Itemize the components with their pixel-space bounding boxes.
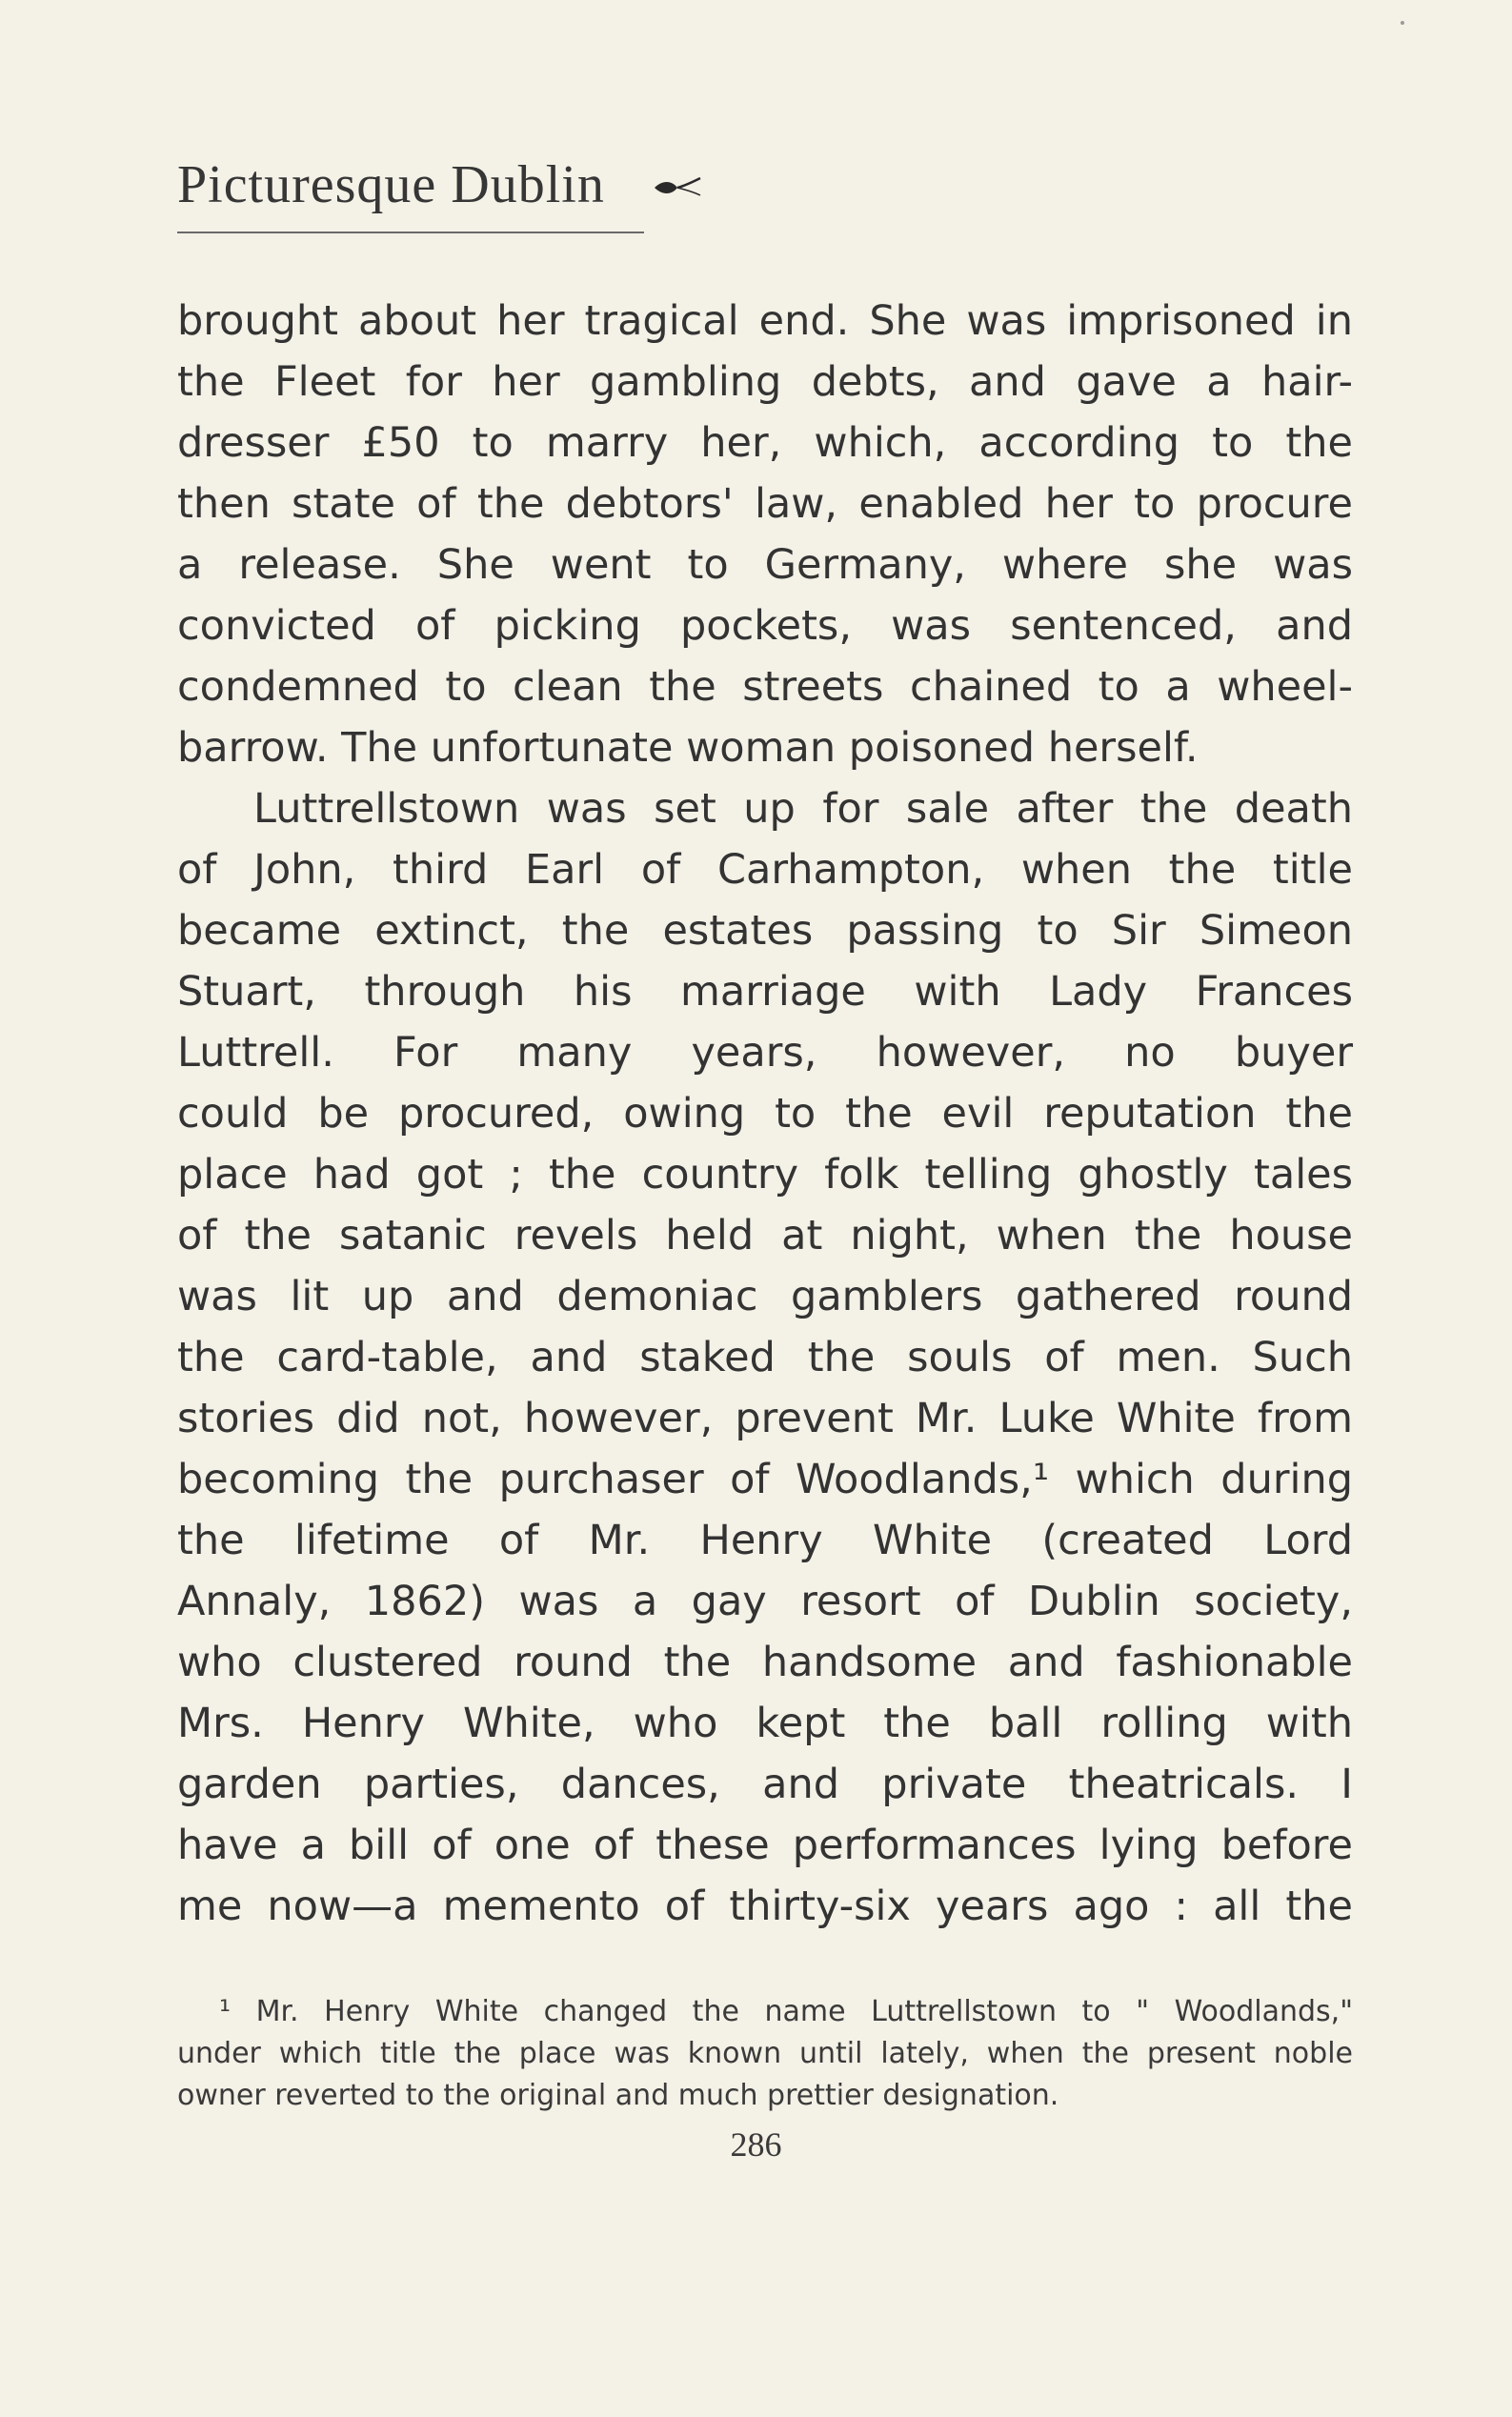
text-line: have a bill of one of these performances lying before bbox=[177, 1822, 1353, 1869]
text-line: the lifetime of Mr. Henry White (created Lord bbox=[177, 1517, 1353, 1564]
text-line: who clustered round the handsome and fashionable bbox=[177, 1639, 1353, 1686]
text-line: brought about her tragical end. She was imprisoned in bbox=[177, 297, 1353, 345]
text-line: garden parties, dances, and private theatricals. I bbox=[177, 1761, 1353, 1808]
running-head-rule bbox=[177, 232, 644, 233]
corner-speck bbox=[1401, 21, 1404, 25]
text-line: stories did not, however, prevent Mr. Luke White from bbox=[177, 1395, 1353, 1442]
leaf-ornament-icon bbox=[653, 174, 702, 203]
text-line: the Fleet for her gambling debts, and gave a hair- bbox=[177, 358, 1353, 406]
text-line: becoming the purchaser of Woodlands,¹ which during bbox=[177, 1456, 1353, 1503]
footnote bbox=[177, 1991, 1353, 2117]
text-line: of the satanic revels held at night, when the house bbox=[177, 1212, 1353, 1259]
text-line: Luttrell. For many years, however, no buyer bbox=[177, 1029, 1353, 1077]
text-line: me now—a memento of thirty-six years ago : all the bbox=[177, 1883, 1353, 1930]
text-line: barrow. The unfortunate woman poisoned herself. bbox=[177, 724, 1199, 772]
text-line: Mrs. Henry White, who kept the ball rolling with bbox=[177, 1700, 1353, 1747]
running-head-title: Picturesque Dublin bbox=[177, 155, 605, 214]
text-line: Luttrellstown was set up for sale after the death bbox=[253, 785, 1353, 833]
text-line: place had got ; the country folk telling ghostly tales bbox=[177, 1151, 1353, 1198]
running-head bbox=[177, 154, 702, 215]
text-line: dresser £50 to marry her, which, according to the bbox=[177, 419, 1353, 467]
text-line: became extinct, the estates passing to Sir Simeon bbox=[177, 907, 1353, 955]
text-line: Stuart, through his marriage with Lady Frances bbox=[177, 968, 1353, 1016]
text-line: Annaly, 1862) was a gay resort of Dublin society, bbox=[177, 1578, 1353, 1625]
text-line: of John, third Earl of Carhampton, when the title bbox=[177, 846, 1353, 894]
text-line: then state of the debtors' law, enabled her to procure bbox=[177, 480, 1353, 528]
text-line: the card-table, and staked the souls of men. Such bbox=[177, 1334, 1353, 1381]
text-line: convicted of picking pockets, was sentenced, and bbox=[177, 602, 1353, 650]
text-line: a release. She went to Germany, where she was bbox=[177, 541, 1353, 589]
page-number: 286 bbox=[730, 2125, 782, 2164]
body-text bbox=[177, 291, 1353, 1937]
footnote-line: owner reverted to the original and much prettier designation. bbox=[177, 2079, 1059, 2112]
text-line: was lit up and demoniac gamblers gathered round bbox=[177, 1273, 1353, 1320]
footnote-line: ¹ Mr. Henry White changed the name Luttrellstown to " Woodlands," bbox=[219, 1995, 1353, 2028]
text-line: could be procured, owing to the evil reputation the bbox=[177, 1090, 1353, 1138]
footnote-line: under which title the place was known until lately, when the present noble bbox=[177, 2037, 1353, 2070]
text-line: condemned to clean the streets chained to a wheel- bbox=[177, 663, 1353, 711]
